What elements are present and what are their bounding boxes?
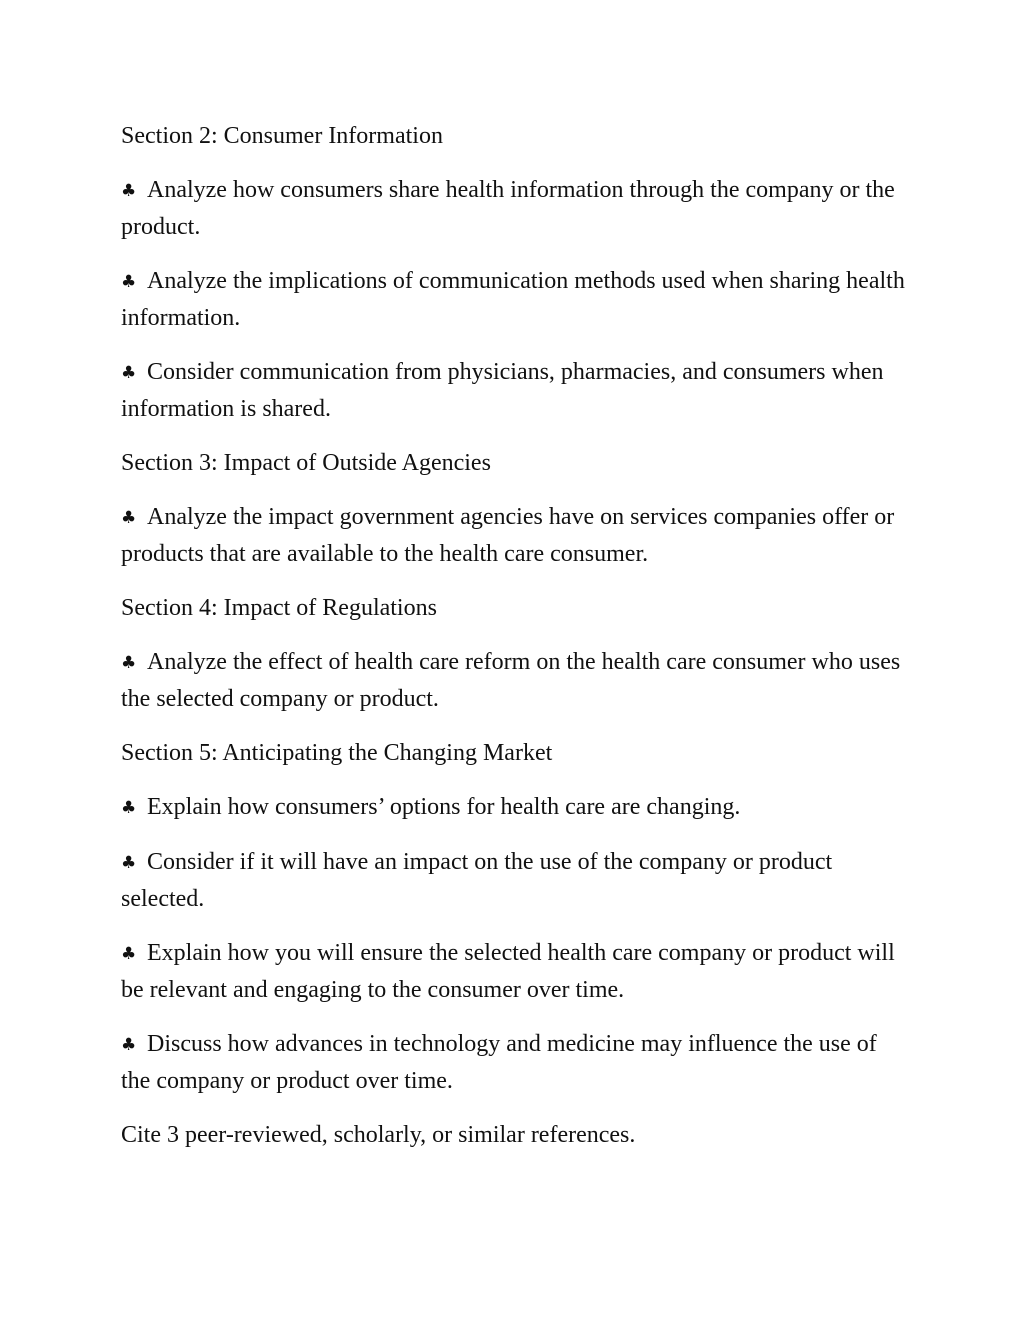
club-suit-icon: ♣	[121, 363, 137, 383]
bullet-text: Analyze how consumers share health information through the company or the product.	[121, 177, 895, 240]
section-4-heading: Section 4: Impact of Regulations	[121, 595, 437, 621]
bullet-text: Explain how consumers’ options for health care are changing.	[147, 794, 741, 820]
bullet-text: Discuss how advances in technology and medicine may influence the use of the company or product over time.	[121, 1031, 877, 1094]
document-page	[121, 118, 911, 1153]
bullet-text: Analyze the impact government agencies have on services companies offer or products that are available to the health care consumer.	[121, 504, 895, 567]
bullet-item	[121, 844, 911, 917]
bullet-item	[121, 263, 911, 336]
bullet-item	[121, 935, 911, 1008]
bullet-item	[121, 354, 911, 427]
bullet-item	[121, 644, 911, 717]
bullet-item	[121, 1026, 911, 1099]
section-3-heading: Section 3: Impact of Outside Agencies	[121, 450, 491, 476]
bullet-item	[121, 789, 911, 826]
club-suit-icon: ♣	[121, 853, 137, 873]
bullet-text: Consider if it will have an impact on the use of the company or product selected.	[121, 849, 833, 912]
club-suit-icon: ♣	[121, 181, 137, 201]
bullet-text: Analyze the implications of communication methods used when sharing health information.	[121, 268, 905, 331]
bullet-text: Explain how you will ensure the selected health care company or product will be relevant and engaging to the consumer over time.	[121, 940, 895, 1003]
club-suit-icon: ♣	[121, 272, 137, 292]
club-suit-icon: ♣	[121, 798, 137, 818]
bullet-item	[121, 499, 911, 572]
section-2-heading: Section 2: Consumer Information	[121, 123, 443, 149]
section-5-heading: Section 5: Anticipating the Changing Market	[121, 740, 553, 766]
references-instruction: Cite 3 peer-reviewed, scholarly, or similar references.	[121, 1122, 636, 1148]
bullet-text: Analyze the effect of health care reform on the health care consumer who uses the selected company or product.	[121, 649, 901, 712]
club-suit-icon: ♣	[121, 944, 137, 964]
club-suit-icon: ♣	[121, 1035, 137, 1055]
club-suit-icon: ♣	[121, 653, 137, 673]
club-suit-icon: ♣	[121, 508, 137, 528]
bullet-item	[121, 172, 911, 245]
bullet-text: Consider communication from physicians, pharmacies, and consumers when information is shared.	[121, 359, 884, 422]
